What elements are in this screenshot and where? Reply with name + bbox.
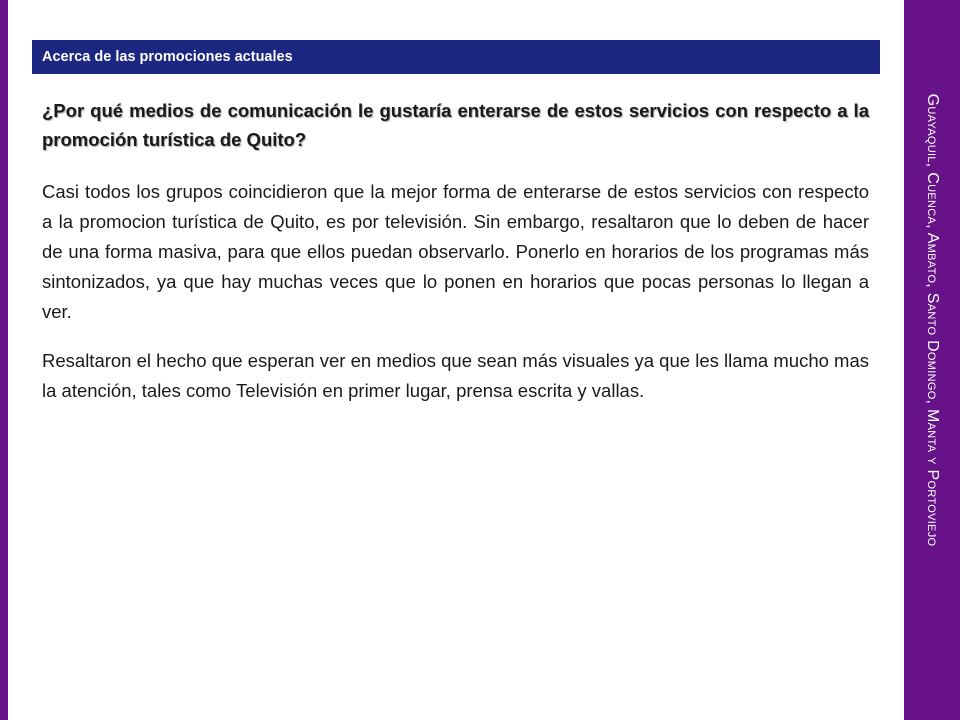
- slide-content: [42, 96, 869, 406]
- left-accent-bar: [0, 0, 8, 720]
- section-header-bar: [32, 40, 880, 74]
- survey-question: ¿Por qué medios de comunicación le gustaría enterarse de estos servicios con respecto a la promoción turística de Quito?: [42, 100, 869, 150]
- answer-paragraph-1: Casi todos los grupos coincidieron que la mejor forma de enterarse de estos servicios con respecto a la promocion turística de Quito, es por televisión. Sin embargo, resaltaron que lo deben de hacer de una forma masiva, para que ellos puedan observarlo. Ponerlo en horarios de los programas más sintonizados, ya que hay muchas veces que lo ponen en horarios que pocas personas lo llegan a ver.: [42, 181, 869, 322]
- vertical-side-title: Guayaquil, Cuenca, Ambato, Santo Domingo, Manta y Portoviejo: [924, 93, 941, 547]
- answer-paragraph-2: Resaltaron el hecho que esperan ver en medios que sean más visuales ya que les llama mucho mas la atención, tales como Televisión en primer lugar, prensa escrita y vallas.: [42, 350, 869, 401]
- section-header-title: Acerca de las promociones actuales: [42, 49, 293, 65]
